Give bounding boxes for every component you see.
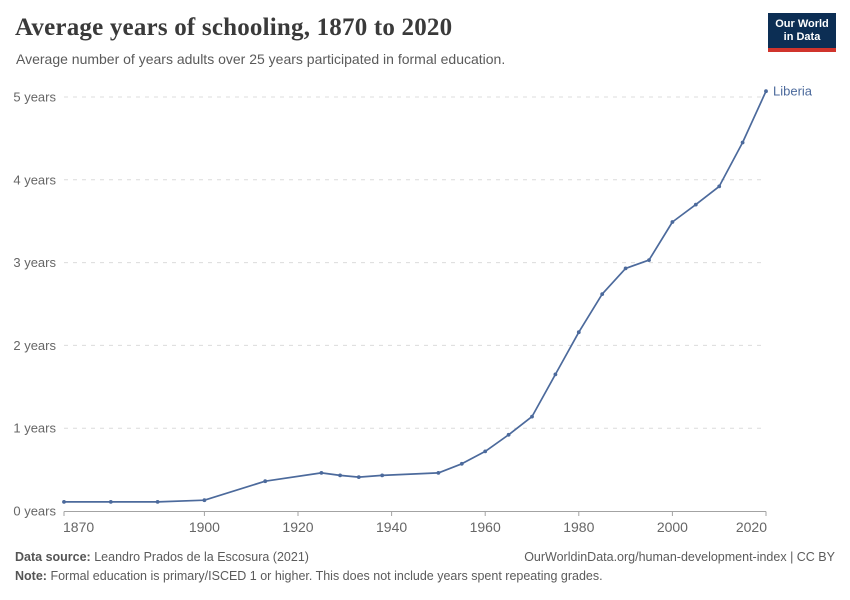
x-axis-tick-label: 1980 [563, 519, 595, 535]
y-axis-tick-label: 0 years [13, 503, 56, 519]
x-axis-tick-label: 1960 [469, 519, 501, 535]
data-point[interactable] [741, 141, 745, 145]
data-point[interactable] [109, 500, 113, 504]
data-line[interactable] [64, 91, 766, 502]
data-point[interactable] [530, 415, 534, 419]
series-end-label[interactable]: Liberia [773, 83, 813, 99]
x-axis-tick-label: 2000 [656, 519, 688, 535]
data-point[interactable] [263, 479, 267, 483]
y-axis-tick-label: 5 years [13, 89, 56, 105]
data-source-line [15, 550, 309, 564]
data-point[interactable] [717, 185, 721, 189]
data-source-value: Leandro Prados de la Escosura (2021) [94, 550, 309, 564]
owid-logo-line2: in Data [783, 31, 821, 43]
data-point[interactable] [62, 500, 66, 504]
data-point[interactable] [357, 475, 361, 479]
data-point[interactable] [460, 462, 464, 466]
y-axis-tick-label: 1 years [13, 420, 56, 436]
note-line [15, 569, 603, 583]
note-label: Note: [15, 569, 47, 583]
data-point[interactable] [507, 433, 511, 437]
chart-subtitle: Average number of years adults over 25 years participated in formal education. [16, 51, 506, 67]
data-source-label: Data source: [15, 550, 91, 564]
data-point[interactable] [554, 373, 558, 377]
note-value: Formal education is primary/ISCED 1 or higher. This does not include years spent repeating grades. [50, 569, 603, 583]
x-axis-tick-label: 1920 [282, 519, 314, 535]
data-point[interactable] [600, 292, 604, 296]
data-point[interactable] [156, 500, 160, 504]
data-point[interactable] [624, 267, 628, 271]
data-point[interactable] [694, 203, 698, 207]
y-axis-tick-label: 4 years [13, 172, 56, 188]
data-point[interactable] [320, 471, 324, 475]
owid-logo-line1: Our World [775, 18, 829, 30]
data-point[interactable] [380, 474, 384, 478]
x-axis-tick-label: 1940 [376, 519, 408, 535]
data-point[interactable] [203, 498, 207, 502]
x-axis-tick-label: 1870 [63, 519, 95, 535]
page-title: Average years of schooling, 1870 to 2020 [15, 14, 453, 41]
y-axis-tick-label: 2 years [13, 337, 56, 353]
data-point[interactable] [483, 450, 487, 454]
chart-canvas[interactable] [0, 80, 850, 550]
data-point[interactable] [671, 220, 675, 224]
data-point[interactable] [338, 474, 342, 478]
owid-logo [768, 13, 836, 52]
data-point[interactable] [647, 258, 651, 262]
data-point[interactable] [577, 330, 581, 334]
x-axis-tick-label: 2020 [735, 519, 767, 535]
data-point[interactable] [437, 471, 441, 475]
y-axis-tick-label: 3 years [13, 255, 56, 271]
x-axis-tick-label: 1900 [188, 519, 220, 535]
citation-link[interactable]: OurWorldinData.org/human-development-index | CC BY [524, 550, 835, 564]
data-point[interactable] [764, 89, 768, 93]
